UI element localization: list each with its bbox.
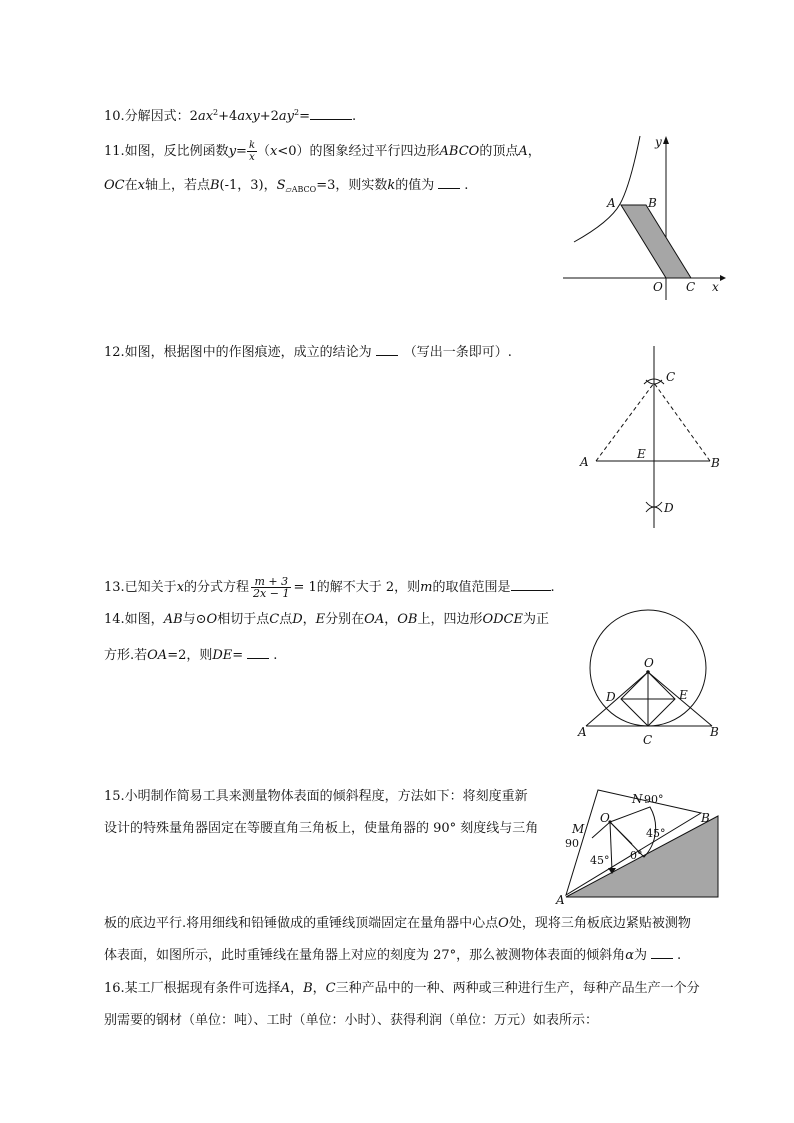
q11-text: =3，则实数 [316,178,388,193]
q10-term: ay [278,109,295,124]
q15-var: α [625,948,634,963]
q14-var: OA [147,648,168,663]
question-10 [104,104,356,126]
q11-figure [560,130,730,300]
q13-eq: = 1 [293,580,317,595]
q14-text: 方形.若 [104,648,148,663]
q11-function: y= [228,144,247,159]
question-13 [104,576,555,599]
q10-exp: 2 [294,108,300,117]
q14-text: 分别在 [325,612,365,627]
point-label-m: M [572,822,585,836]
point-label-b: B [701,811,710,825]
q11-text: 11.如图，反比例函数 [104,144,229,159]
hyperbola-curve [574,136,640,242]
point-label-n: N [632,792,643,806]
q15-text: 15.小明制作简易工具来测量物体表面的倾斜程度，方法如下：将刻度重新 [104,789,528,804]
point-label-b: B [648,196,657,210]
q14-text: 14.如图， [104,612,164,627]
point-label-c: C [666,370,676,384]
point-label-o: O [644,656,654,670]
q16-var: B [303,981,313,996]
tick-45 [610,822,632,844]
axis-label-x: x [712,280,719,294]
q10-term: +2 [259,109,279,124]
q14-var: E [315,612,326,627]
q13-text: 的解不大于 2，则 [316,580,421,595]
point-label-b: B [711,456,720,470]
question-15-line-4 [104,946,681,965]
plumb-line [610,822,612,871]
q13-var: x [176,580,185,595]
point-label-d: D [664,501,674,515]
q10-term: +4 [218,109,238,124]
q13-end: . [550,580,555,595]
q16-text: 16.某工厂根据现有条件可选择 [104,981,281,996]
fraction-denominator: 2x − 1 [253,587,290,600]
y-axis-arrow [663,136,669,144]
q11-var: k [387,178,396,193]
q10-term: axy [237,109,260,124]
q14-text: 为正 [523,612,550,627]
q11-text: 轴上，若点 [144,178,210,193]
q14-end: . [273,648,278,663]
q11-end: . [464,178,469,193]
q13-fraction [251,576,291,599]
fraction-numerator: m + 3 [251,576,291,588]
q11-text: （ [257,144,271,159]
x-axis-arrow [720,275,726,281]
q11-text: <0）的图象经过平行四边形 [277,144,440,159]
q10-term: ax [197,109,214,124]
q14-var: D [292,612,303,627]
question-14-line-2 [104,646,277,665]
point-label-e: E [637,447,646,461]
q11-var: x [137,178,145,193]
q11-text: 的值为 [395,178,435,193]
scale-0: 0° [630,849,643,862]
fraction-numerator: k [248,140,255,151]
q11-var: x [270,144,278,159]
q14-var: O [206,612,218,627]
q14-var: AB [163,612,183,627]
point-label-o: O [653,280,663,294]
question-15-line-3 [104,915,691,933]
q16-text: 三种产品中的一种、两种或三种进行生产，每种产品生产一个分 [335,981,700,996]
question-11-line-2 [104,176,468,199]
point-label-d: D [606,690,616,704]
q13-text: 13.已知关于 [104,580,177,595]
question-14-line-1 [104,611,549,629]
question-16-line-2 [104,1012,598,1030]
q11-var: A [518,144,528,159]
q12-tail: （写出一条即可）. [403,345,512,360]
q16-text: 别需要的钢材（单位：吨）、工时（单位：小时）、获得利润（单位：万元）如表所示： [104,1013,599,1028]
point-label-c: C [643,733,653,747]
q14-figure [574,612,734,747]
q11-text: 的顶点 [479,144,519,159]
point-label-a: A [607,196,616,210]
q15-text: 板的底边平行.将用细线和铅锤做成的重锤线顶端固定在量角器中心点 [104,916,499,931]
q13-var: m [420,580,433,595]
q10-text: 10.分解因式：2 [104,109,198,124]
answer-blank[interactable] [511,578,551,591]
q10-exp: 2 [213,108,219,117]
point-label-e: E [679,688,688,702]
q15-text: 处，现将三角板底边紧贴被测物 [508,916,691,931]
point-label-a: A [580,455,589,469]
scale-45-right: 45° [646,827,666,840]
question-11-line-1 [104,140,541,163]
q11-shape: ABCO [439,144,480,159]
center-point [646,670,650,674]
question-12 [104,343,512,362]
point-label-b: B [710,725,719,739]
q14-text: = [232,648,244,663]
question-16-line-1 [104,980,700,998]
q11-var: B [209,178,220,193]
q10-eq: = [299,109,311,124]
q11-text: (-1，3)， [219,178,277,193]
answer-blank[interactable] [310,107,352,120]
q14-text: ， [384,612,398,627]
point-label-c: C [686,280,696,294]
q13-text: 的分式方程 [184,580,250,595]
answer-blank[interactable] [376,343,398,356]
q16-var: A [280,981,291,996]
question-15-line-2 [104,820,538,838]
q15-var: O [498,916,509,931]
q15-text: 为 [633,948,647,963]
point-label-a: A [556,893,565,907]
q14-var: OA [364,612,385,627]
q11-text: 在 [124,178,138,193]
scale-90-top: 90° [644,793,664,806]
scale-45-left: 45° [590,854,610,867]
q14-text: ， [302,612,316,627]
q12-text: 12.如图，根据图中的作图痕迹，成立的结论为 [104,345,372,360]
point-label-o: O [600,811,610,825]
answer-blank[interactable] [438,176,460,189]
q11-fraction [247,140,257,163]
q12-figure [578,344,728,530]
answer-blank[interactable] [651,946,673,959]
q11-var: OC [104,178,125,193]
dashed-bc [654,383,710,461]
parallelogram-abco [621,205,691,278]
q14-text: 与⊙ [182,612,207,627]
q14-text: 点 [279,612,293,627]
q15-figure [556,786,724,906]
q14-var: ODCE [482,612,523,627]
q14-var: C [269,612,280,627]
scale-90-left: 90 [565,837,579,850]
q14-text: =2，则 [167,648,213,663]
q16-text: ， [312,981,326,996]
q10-end: . [352,109,357,124]
q15-text: 体表面，如图所示，此时重锤线在量角器上对应的刻度为 27°，那么被测物体表面的倾斜角 [104,948,626,963]
q14-var: OB [397,612,418,627]
q16-var: C [325,981,336,996]
point-label-a: A [578,725,587,739]
q14-var: DE [212,648,233,663]
q15-text: 设计的特殊量角器固定在等腰直角三角板上，使量角器的 90° 刻度线与三角 [104,821,539,836]
q13-text: 的取值范围是 [432,580,511,595]
answer-blank[interactable] [247,646,269,659]
q11-area: S [276,178,286,193]
q15-end: . [676,948,682,963]
q11-text: ， [527,144,541,159]
fraction-denominator: x [249,152,255,163]
question-15-line-1 [104,788,528,806]
q14-text: 上，四边形 [417,612,483,627]
q14-text: 相切于点 [217,612,270,627]
axis-label-y: y [655,135,662,149]
q11-area-sub: ▱ABCO [285,185,317,194]
q16-text: ， [290,981,304,996]
